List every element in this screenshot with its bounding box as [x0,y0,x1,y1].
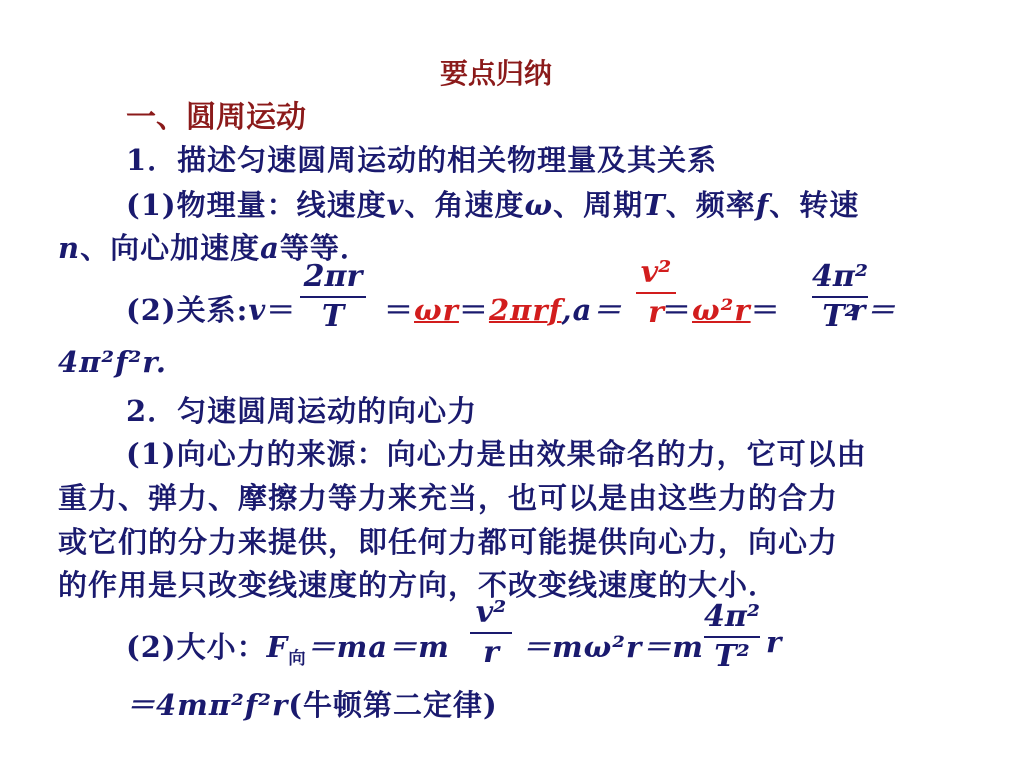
fraction-4pi2-over-T2: 4π² T² [812,259,868,334]
para-line-3: 或它们的分力来提供，即任何力都可能提供向心力，向心力 [58,525,839,559]
item2-title: 2．匀速圆周运动的向心力 [126,394,478,428]
size-end: r [766,625,783,659]
relation-continued: 4π²f²r. [58,345,167,379]
size-mid: ＝mω²r＝m [522,630,704,664]
fraction-v2-over-r: v² r [636,258,676,328]
fraction-4pi2-over-T2-2: 4π² T² [704,599,760,674]
heading: 要点归纳 [440,57,553,90]
last-line: ＝4mπ²f²r(牛顿第二定律) [126,688,498,722]
item1-1-line: (1)物理量：线速度v、角速度ω、周期T、频率f、转速 [126,188,860,222]
relation-mid: ＝ωr＝2πrf,a＝ [384,293,623,327]
item1-1-line-continued: n、向心加速度a等等． [58,231,370,265]
para-line-1: (1)向心力的来源：向心力是由效果命名的力，它可以由 [126,437,867,471]
para-line-4: 的作用是只改变线速度的方向，不改变线速度的大小． [58,568,779,602]
relation-mid-2: ＝ω²r＝ [662,293,781,327]
relation-prefix: (2)关系:v＝ [126,293,297,327]
size-prefix: (2)大小：$F_向=ma=m$ [126,630,450,669]
section-title: 一、圆周运动 [126,100,306,135]
fraction-v2-over-r-2: v² r [470,598,512,668]
relation-end: r＝ [850,293,897,327]
para-line-2: 重力、弹力、摩擦力等力来充当，也可以是由这些力的合力 [58,481,839,515]
item1-title: 1．描述匀速圆周运动的相关物理量及其关系 [126,143,718,177]
fraction-2pir-over-T: 2πr T [300,262,366,332]
